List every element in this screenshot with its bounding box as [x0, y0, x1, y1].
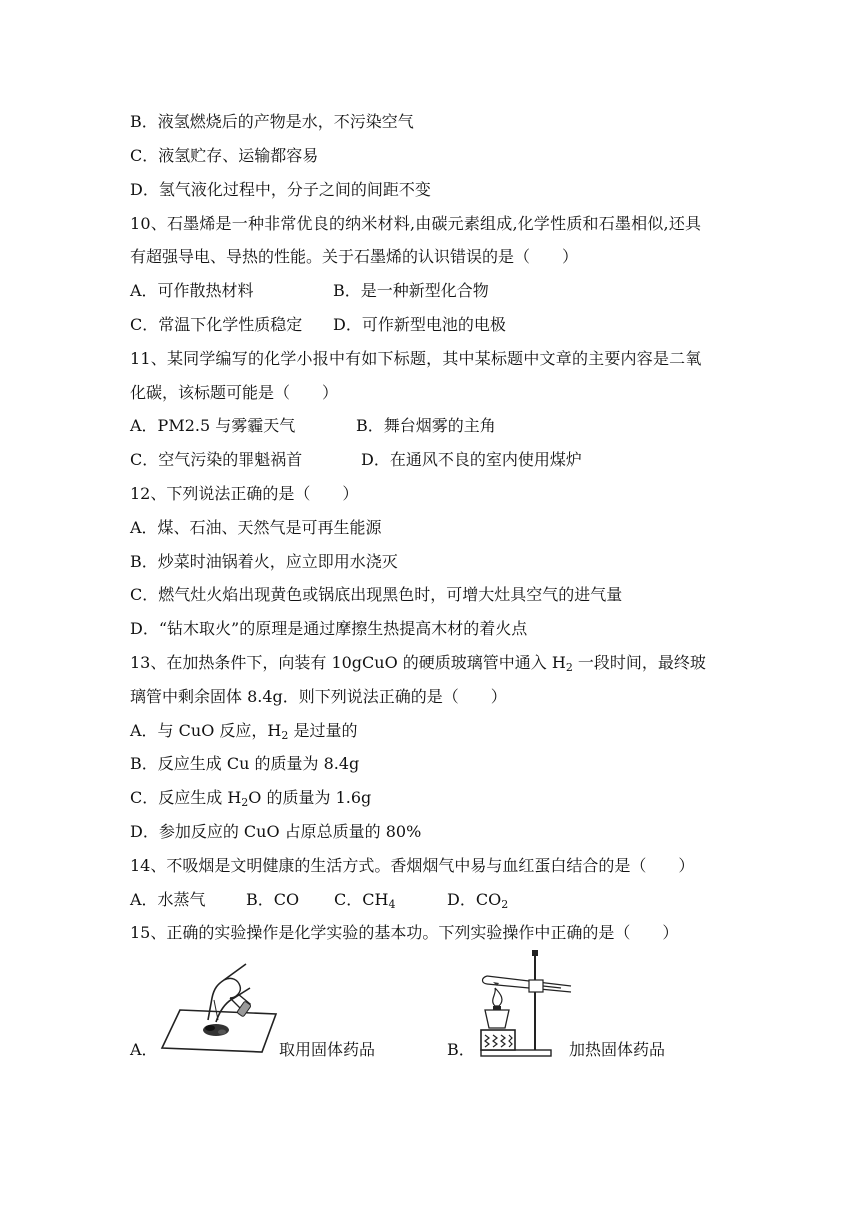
question-11-line-2: 化碳，该标题可能是（ ） [130, 383, 339, 402]
q12-option-d: D．“钻木取火”的原理是通过摩擦生热提高木材的着火点 [130, 619, 528, 638]
q11-option-a: A．PM2.5 与雾霾天气 [130, 416, 296, 435]
option-c-text: C．液氢贮存、运输都容易 [130, 146, 319, 165]
question-10-line-2: 有超强导电、导热的性能。关于石墨烯的认识错误的是（ ） [130, 247, 579, 266]
q13-option-d: D．参加反应的 CuO 占原总质量的 80% [130, 822, 422, 841]
q15-option-b-label: B． [447, 1040, 475, 1059]
q11-option-c: C．空气污染的罪魁祸首 [130, 450, 303, 469]
q14-option-a: A．水蒸气 [130, 890, 206, 909]
q13-option-b: B．反应生成 Cu 的质量为 8.4g [130, 754, 360, 773]
q15-option-a-label: A． [130, 1040, 158, 1059]
question-14: 14、不吸烟是文明健康的生活方式。香烟烟气中易与血红蛋白结合的是（ ） [130, 856, 695, 875]
q15-option-a-caption: 取用固体药品 [279, 1040, 376, 1059]
q14-option-c: C．$CH_4$ [334, 890, 396, 911]
question-15: 15、正确的实验操作是化学实验的基本功。下列实验操作中正确的是（ ） [130, 923, 679, 942]
q10-option-b: B．是一种新型化合物 [333, 281, 489, 300]
q10-option-d: D．可作新型电池的电极 [333, 315, 506, 334]
q10-option-c: C．常温下化学性质稳定 [130, 315, 303, 334]
q13-option-a: A．与 CuO 反应，$H_2$ 是过量的 [130, 721, 358, 742]
option-d-text: D．氢气液化过程中，分子之间的间距不变 [130, 180, 431, 199]
question-11-line-1: 11、某同学编写的化学小报中有如下标题，其中某标题中文章的主要内容是二氧 [130, 349, 702, 368]
q10-option-a: A．可作散热材料 [130, 281, 254, 300]
q12-option-b: B．炒菜时油锅着火，应立即用水浇灭 [130, 552, 398, 571]
q15-option-b-caption: 加热固体药品 [569, 1040, 666, 1059]
q11-option-b: B．舞台烟雾的主角 [356, 416, 496, 435]
q13-option-c: C．反应生成 $H_2O$ 的质量为 1.6g [130, 788, 372, 809]
heat-solid-reagent-illustration [475, 948, 575, 1058]
question-10-line-1: 10、石墨烯是一种非常优良的纳米材料,由碳元素组成,化学性质和石墨相似,还具 [130, 214, 702, 233]
q12-option-a: A．煤、石油、天然气是可再生能源 [130, 518, 382, 537]
take-solid-reagent-illustration [158, 958, 278, 1058]
option-b-text: B．液氢燃烧后的产物是水，不污染空气 [130, 112, 414, 131]
q14-option-d: D．$CO_2$ [447, 890, 509, 911]
q14-option-b: B．CO [246, 890, 300, 909]
question-13-line-1: 13、在加热条件下，向装有 10gCuO 的硬质玻璃管中通入 $H_2$ 一段时间，最终玻 [130, 653, 706, 674]
question-13-line-2: 璃管中剩余固体 8.4g．则下列说法正确的是（ ） [130, 687, 507, 706]
q11-option-d: D．在通风不良的室内使用煤炉 [361, 450, 582, 469]
q12-option-c: C．燃气灶火焰出现黄色或锅底出现黑色时，可增大灶具空气的进气量 [130, 585, 623, 604]
question-12: 12、下列说法正确的是（ ） [130, 484, 359, 503]
